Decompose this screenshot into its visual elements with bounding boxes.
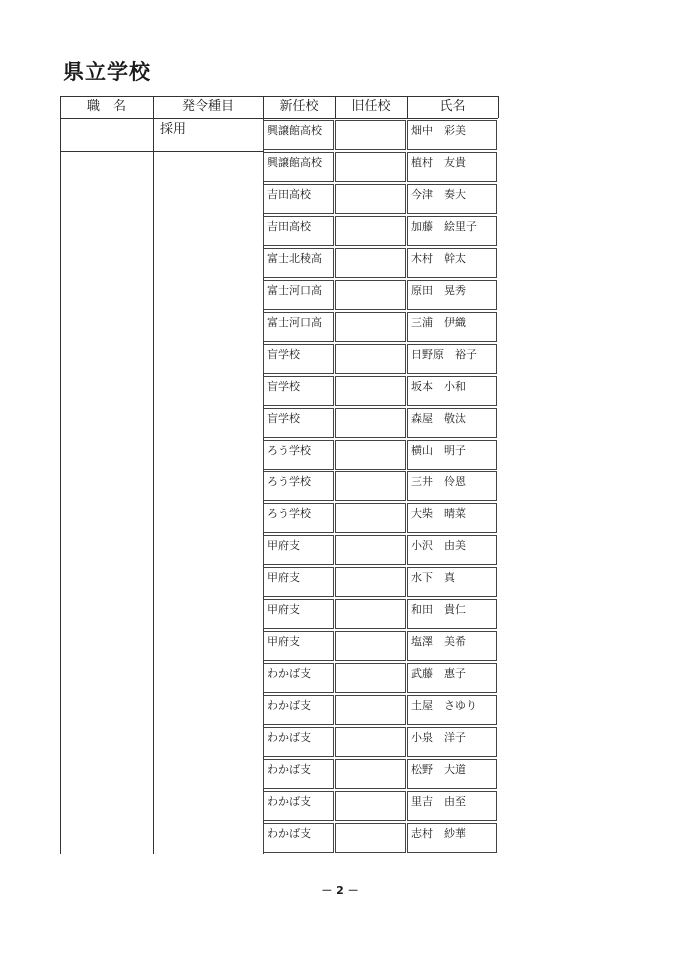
new-post-cell: わかば支 xyxy=(267,731,311,744)
row-divider xyxy=(60,151,263,152)
name-cell: 加藤 絵里子 xyxy=(411,220,477,233)
column-divider xyxy=(153,96,154,854)
name-cell: 里吉 由至 xyxy=(411,795,466,808)
name-cell: 畑中 彩美 xyxy=(411,124,466,137)
table-cell-box xyxy=(335,120,406,150)
new-post-cell: 盲学校 xyxy=(267,412,300,425)
new-post-cell: わかば支 xyxy=(267,763,311,776)
new-post-cell: 吉田高校 xyxy=(267,188,311,201)
name-cell: 横山 明子 xyxy=(411,444,466,457)
table-cell-box xyxy=(335,280,406,310)
name-cell: 和田 貴仁 xyxy=(411,603,466,616)
name-cell: 植村 友貴 xyxy=(411,156,466,169)
name-cell: 日野原 裕子 xyxy=(411,348,477,361)
header-position: 職 名 xyxy=(86,99,126,114)
header-divider xyxy=(60,118,498,119)
table-cell-box xyxy=(335,408,406,438)
table-cell-box xyxy=(335,184,406,214)
name-cell: 三浦 伊織 xyxy=(411,316,466,329)
name-cell: 木村 幹太 xyxy=(411,252,466,265)
name-cell: 塩澤 美希 xyxy=(411,635,466,648)
new-post-cell: 富士河口高 xyxy=(267,316,322,329)
table-cell-box xyxy=(335,152,406,182)
table-border-right xyxy=(498,96,499,118)
table-cell-box xyxy=(335,503,406,533)
new-post-cell: 甲府支 xyxy=(267,539,300,552)
table-cell-box xyxy=(335,823,406,853)
table-border-top xyxy=(60,96,498,97)
header-appointment-type: 発令種目 xyxy=(181,99,234,114)
column-divider xyxy=(335,96,336,118)
appointment-type-cell: 採用 xyxy=(160,122,187,137)
new-post-cell: ろう学校 xyxy=(267,444,311,457)
name-cell: 志村 紗華 xyxy=(411,827,466,840)
page-title: 県立学校 xyxy=(63,60,151,84)
name-cell: 武藤 惠子 xyxy=(411,667,466,680)
name-cell: 今津 奏大 xyxy=(411,188,466,201)
header-old-post: 旧任校 xyxy=(351,99,391,114)
name-cell: 森屋 敬汰 xyxy=(411,412,466,425)
table-cell-box xyxy=(335,599,406,629)
new-post-cell: ろう学校 xyxy=(267,475,311,488)
name-cell: 松野 大道 xyxy=(411,763,466,776)
table-cell-box xyxy=(335,312,406,342)
table-cell-box xyxy=(335,567,406,597)
table-border-left xyxy=(60,96,61,854)
new-post-cell: 吉田高校 xyxy=(267,220,311,233)
name-cell: 小泉 洋子 xyxy=(411,731,466,744)
table-cell-box xyxy=(335,727,406,757)
new-post-cell: わかば支 xyxy=(267,795,311,808)
name-cell: 大柴 晴菜 xyxy=(411,507,466,520)
new-post-cell: 富士河口高 xyxy=(267,284,322,297)
header-new-post: 新任校 xyxy=(279,99,319,114)
new-post-cell: 甲府支 xyxy=(267,571,300,584)
column-divider xyxy=(407,96,408,118)
page-number: － 2 － xyxy=(321,884,359,897)
new-post-cell: わかば支 xyxy=(267,827,311,840)
table-cell-box xyxy=(335,535,406,565)
table-cell-box xyxy=(335,471,406,501)
table-cell-box xyxy=(335,663,406,693)
table-cell-box xyxy=(335,344,406,374)
table-cell-box xyxy=(335,216,406,246)
name-cell: 原田 晃秀 xyxy=(411,284,466,297)
table-cell-box xyxy=(335,248,406,278)
new-post-cell: 富士北稜高 xyxy=(267,252,322,265)
new-post-cell: 盲学校 xyxy=(267,348,300,361)
name-cell: 小沢 由美 xyxy=(411,539,466,552)
table-cell-box xyxy=(335,759,406,789)
new-post-cell: ろう学校 xyxy=(267,507,311,520)
name-cell: 三井 伶恩 xyxy=(411,475,466,488)
new-post-cell: 甲府支 xyxy=(267,603,300,616)
table-cell-box xyxy=(335,791,406,821)
new-post-cell: 興譲館高校 xyxy=(267,124,322,137)
new-post-cell: わかば支 xyxy=(267,667,311,680)
header-name: 氏名 xyxy=(439,99,466,114)
table-cell-box xyxy=(335,631,406,661)
new-post-cell: 興譲館高校 xyxy=(267,156,322,169)
name-cell: 坂本 小和 xyxy=(411,380,466,393)
name-cell: 水下 真 xyxy=(411,571,455,584)
new-post-cell: 甲府支 xyxy=(267,635,300,648)
name-cell: 土屋 さゆり xyxy=(411,699,477,712)
new-post-cell: 盲学校 xyxy=(267,380,300,393)
new-post-cell: わかば支 xyxy=(267,699,311,712)
table-cell-box xyxy=(335,695,406,725)
table-cell-box xyxy=(335,376,406,406)
table-cell-box xyxy=(335,440,406,470)
